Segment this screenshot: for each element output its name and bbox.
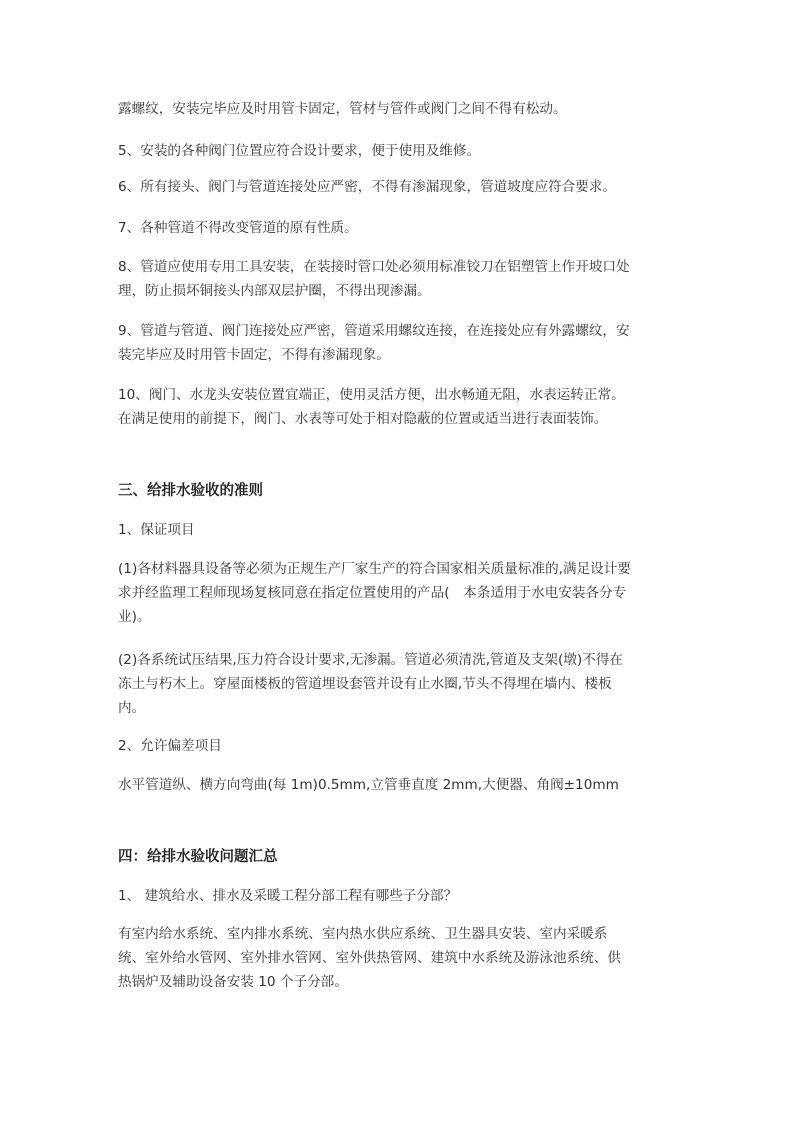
paragraph-continuation: 露螺纹，安装完毕应及时用管卡固定，管材与管件或阀门之间不得有松动。 <box>118 101 567 117</box>
paragraph-item-8: 8、管道应使用专用工具安装，在装接时管口处必须用标准铰刀在铝塑管上作开坡口处 理，防止损坏铜接头内部双层护圈，不得出现渗漏。 <box>118 259 630 299</box>
question-1: 1、 建筑给水、排水及采暖工程分部工程有哪些子分部？ <box>118 888 458 904</box>
section-heading-4: 四：给排水验收问题汇总 <box>118 849 278 865</box>
paragraph-item-6: 6、所有接头、阀门与管道连接处应严密，不得有渗漏现象，管道坡度应符合要求。 <box>118 179 617 195</box>
paragraph-item-5: 5、安装的各种阀门位置应符合设计要求，便于使用及维修。 <box>118 143 481 159</box>
paragraph-guarantee-1: (1)各材料器具设备等必须为正规生产厂家生产的符合国家相关质量标准的,满足设计要 求并经监理工程师现场复核同意在指定位置使用的产品( 本条适用于水电安装各分专 业)。 <box>118 561 631 625</box>
paragraph-guarantee-2: (2)各系统试压结果,压力符合设计要求,无渗漏。管道必须清洗,管道及支架(墩)不得在 冻土与朽木上。穿屋面楼板的管道埋设套管并设有止水圈,节头不得埋在墙内、楼板 内。 <box>118 652 624 716</box>
section-heading-3: 三、给排水验收的准则 <box>118 483 263 499</box>
paragraph-item-9: 9、管道与管道、阀门连接处应严密，管道采用螺纹连接，在连接处应有外露螺纹，安 装完毕应及时用管卡固定，不得有渗漏现象。 <box>118 323 630 363</box>
subheading-guarantee-items: 1、保证项目 <box>118 522 195 538</box>
paragraph-item-7: 7、各种管道不得改变管道的原有性质。 <box>118 220 358 236</box>
paragraph-item-10: 10、阀门、水龙头安装位置宜端正，使用灵活方便，出水畅通无阻，水表运转正常。 在满足使用的前提下，阀门、水表等可处于相对隐蔽的位置或适当进行表面装饰。 <box>118 387 625 427</box>
answer-1: 有室内给水系统、室内排水系统、室内热水供应系统、卫生器具安装、室内采暖系 统、室外给水管网、室外排水管网、室外供热管网、建筑中水系统及游泳池系统、供 热锅炉及辅助设备安装 10 个子分部。 <box>118 926 621 990</box>
paragraph-deviation: 水平管道纵、横方向弯曲(每 1m)0.5mm,立管垂直度 2mm,大便器、角阀±10mm <box>118 777 619 793</box>
subheading-allowed-deviation: 2、允许偏差项目 <box>118 738 222 754</box>
